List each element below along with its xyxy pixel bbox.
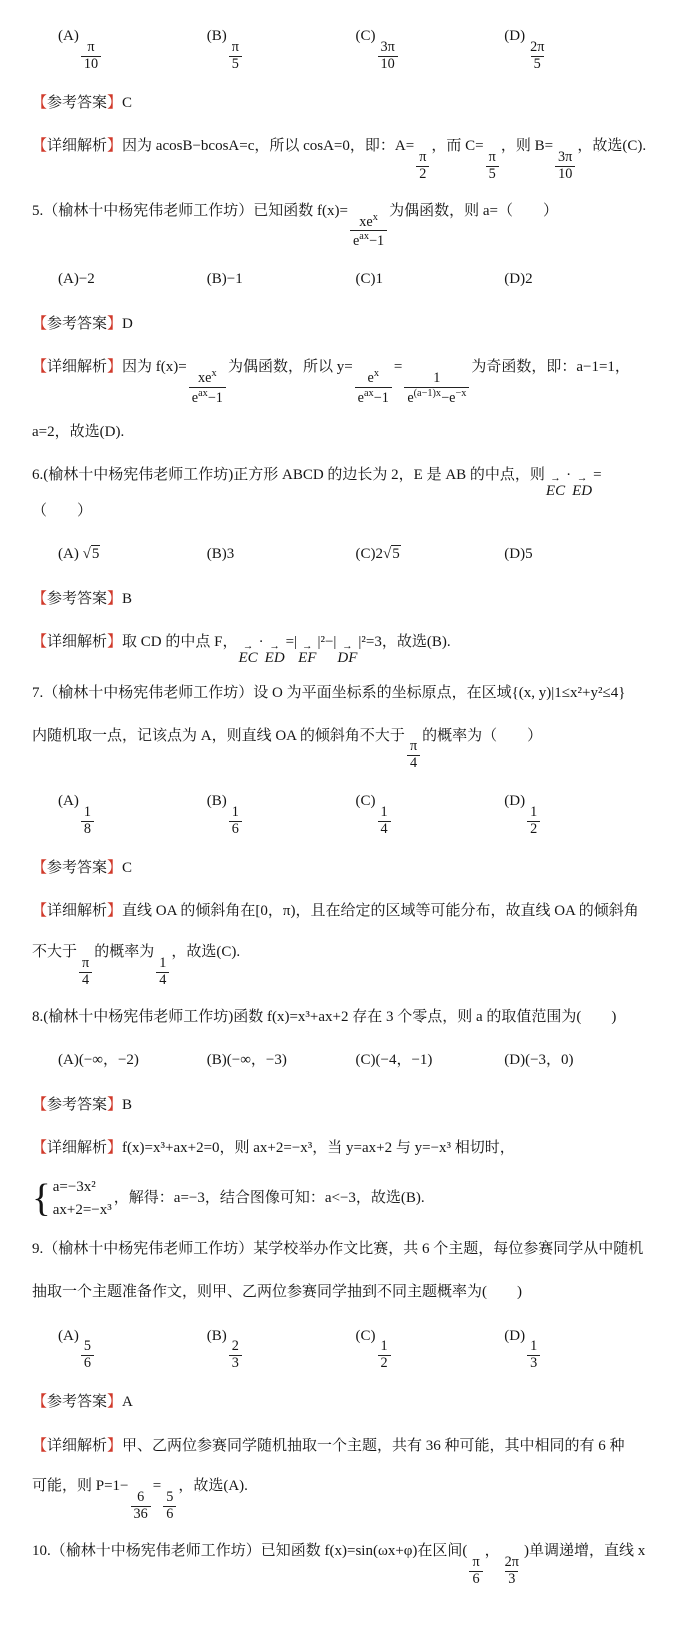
fraction: $\frac{1}{8}$ bbox=[81, 805, 94, 838]
close-bracket: 】 bbox=[107, 634, 123, 651]
section-label: 【详细解析】 bbox=[32, 359, 123, 376]
open-bracket: 【 bbox=[32, 138, 48, 155]
analysis-line: 【详细解析】f(x)=x³+ax+2=0，则 ax+2=−x³，当 y=ax+2 与 y=−x³ 相切时， bbox=[32, 1140, 515, 1157]
open-bracket: 【 bbox=[32, 1140, 48, 1157]
detailed-analysis bbox=[32, 898, 653, 988]
fraction: $\frac{2\pi}{5}$ bbox=[530, 38, 545, 72]
close-bracket: 】 bbox=[107, 1096, 123, 1113]
section-label: 【详细解析】 bbox=[32, 903, 123, 920]
fraction: $\frac{5}{6}$ bbox=[81, 1339, 94, 1372]
radical-icon: √ bbox=[82, 546, 91, 563]
square-root: √5 bbox=[383, 546, 400, 563]
fraction: $\frac{6}{36}$ bbox=[131, 1490, 151, 1523]
reference-answer bbox=[32, 854, 653, 883]
fraction: $\frac{\pi}{5}$ bbox=[229, 40, 242, 73]
question-line: 9.（榆林十中杨宪伟老师工作坊）某学校举办作文比赛，共 6 个主题，每位参赛同学从中随机 bbox=[32, 1241, 644, 1258]
question bbox=[32, 1236, 653, 1307]
option-c: (C)(−4，−1) bbox=[355, 1052, 433, 1069]
vector-arrow-icon: → bbox=[342, 640, 353, 652]
fraction: $\frac{1}{e^{(a-1)x}-e^{-x}}$ bbox=[404, 371, 469, 407]
analysis-line: a=2，故选(D). bbox=[32, 424, 125, 441]
question-line: 7.（榆林十中杨宪伟老师工作坊）设 O 为平面坐标系的坐标原点，在区域{(x, y)|1≤x²+y²≤4} bbox=[32, 684, 626, 701]
analysis-line: 【详细解析】因为 acosB−bcosA=c，所以 cosA=0，即：A= $\frac{\pi}{2}$ ，而 C= $\frac{\pi}{5}$ ，则 B= $\frac{3\pi}{10}$ ，故选(C). bbox=[32, 138, 647, 182]
close-bracket: 】 bbox=[107, 903, 123, 920]
question bbox=[32, 462, 653, 525]
fraction: $\frac{1}{4}$ bbox=[378, 805, 391, 838]
answer-value: A bbox=[122, 1394, 133, 1411]
question bbox=[32, 1004, 653, 1032]
option-a: (A) $\frac{\pi}{10}$ bbox=[58, 22, 207, 73]
option-c: (C)2√5 bbox=[355, 546, 400, 563]
open-bracket: 【 bbox=[32, 1437, 48, 1454]
open-bracket: 【 bbox=[32, 903, 48, 920]
fraction: $\frac{\pi}{4}$ bbox=[407, 739, 420, 772]
detailed-analysis bbox=[32, 1433, 653, 1523]
analysis-line: 可能，则 P=1− $\frac{6}{36}$ = $\frac{5}{6}$ ，故选(A). bbox=[32, 1478, 248, 1523]
analysis-line: 不大于 $\frac{\pi}{4}$ 的概率为 $\frac{1}{4}$ ，故选(C). bbox=[32, 943, 241, 988]
question-line: 内随机取一点，记该点为 A，则直线 OA 的倾斜角不大于 $\frac{\pi}{4}$ 的概率为（ ） bbox=[32, 727, 543, 772]
section-label: 【详细解析】 bbox=[32, 1437, 123, 1454]
close-bracket: 】 bbox=[107, 1394, 123, 1411]
fraction: $\frac{\pi}{10}$ bbox=[81, 40, 101, 73]
vector-arrow-icon: → bbox=[242, 640, 254, 652]
answer-value: B bbox=[122, 590, 133, 607]
vector: → ED bbox=[264, 640, 285, 666]
option-b: (B)3 bbox=[206, 546, 235, 563]
vector: → ED bbox=[572, 473, 593, 499]
fraction: $\frac{2\pi}{3}$ bbox=[504, 1553, 519, 1587]
question bbox=[32, 680, 653, 772]
option-b: (B) $\frac{1}{6}$ bbox=[207, 787, 356, 838]
fraction: $\frac{2}{3}$ bbox=[229, 1339, 242, 1372]
close-bracket: 】 bbox=[107, 315, 123, 332]
option-d: (D) $\frac{1}{2}$ bbox=[504, 787, 653, 838]
section-label: 【详细解析】 bbox=[32, 1140, 123, 1157]
question-line: 抽取一个主题准备作文，则甲、乙两位参赛同学抽到不同主题概率为( ) bbox=[32, 1283, 522, 1300]
answer-value: C bbox=[122, 859, 133, 876]
answer-value: B bbox=[122, 1096, 133, 1113]
radical-icon: √ bbox=[383, 546, 392, 563]
options-row bbox=[32, 265, 653, 294]
vector-arrow-icon: → bbox=[269, 640, 280, 652]
option-b: (B)(−∞，−3) bbox=[206, 1052, 287, 1069]
option-a: (A) $\frac{5}{6}$ bbox=[58, 1322, 207, 1373]
reference-answer bbox=[32, 310, 653, 339]
option-c: (C)1 bbox=[355, 271, 383, 288]
options-row bbox=[32, 1322, 653, 1373]
fraction: $\frac{5}{6}$ bbox=[163, 1490, 176, 1523]
vector-arrow-icon: → bbox=[576, 473, 588, 485]
question-line: 5.（榆林十中杨宪伟老师工作坊）已知函数 f(x)= $\frac{xe^x}{e^{ax}-1}$ 为偶函数，则 a=（ ） bbox=[32, 202, 559, 250]
options-row bbox=[32, 22, 653, 73]
open-bracket: 【 bbox=[32, 359, 48, 376]
question-line: 10.（榆林十中杨宪伟老师工作坊）已知函数 f(x)=sin(ωx+φ)在区间( $\frac{\pi}{6}$ ， $\frac{2\pi}{3}$ )单调递增，直线 x bbox=[32, 1542, 646, 1587]
option-d: (D) $\frac{1}{3}$ bbox=[504, 1322, 653, 1373]
option-a: (A) √5 bbox=[58, 546, 100, 563]
option-b: (B) $\frac{2}{3}$ bbox=[207, 1322, 356, 1373]
question-line: 8.(榆林十中杨宪伟老师工作坊)函数 f(x)=x³+ax+2 存在 3 个零点，则 a 的取值范围为( ) bbox=[32, 1008, 617, 1025]
option-a: (A)(−∞，−2) bbox=[58, 1052, 139, 1069]
open-bracket: 【 bbox=[32, 1394, 48, 1411]
analysis-line: 【详细解析】直线 OA 的倾斜角在[0，π)，且在给定的区域等可能分布，故直线 OA 的倾斜角 bbox=[32, 903, 639, 920]
reference-answer bbox=[32, 89, 653, 118]
vector: → EF bbox=[298, 640, 317, 666]
detailed-analysis bbox=[32, 1135, 653, 1221]
fraction: $\frac{\pi}{5}$ bbox=[486, 150, 499, 183]
option-c: (C) $\frac{1}{4}$ bbox=[356, 787, 505, 838]
section-label: 【详细解析】 bbox=[32, 138, 123, 155]
answer-value: C bbox=[122, 94, 133, 111]
option-c: (C) $\frac{3\pi}{10}$ bbox=[356, 22, 505, 73]
vector: → EC bbox=[545, 473, 566, 499]
open-bracket: 【 bbox=[32, 315, 48, 332]
option-d: (D)(−3，0) bbox=[504, 1052, 574, 1069]
section-label: 【详细解析】 bbox=[32, 634, 123, 651]
options-row bbox=[32, 1046, 653, 1075]
close-bracket: 】 bbox=[107, 1140, 123, 1157]
analysis-line: { a=−3x² ax+2=−x³ ，解得：a=−3，结合图像可知：a<−3，故选(B). bbox=[32, 1177, 425, 1221]
options-row bbox=[32, 540, 653, 569]
vector-arrow-icon: → bbox=[302, 640, 313, 652]
fraction: $\frac{1}{4}$ bbox=[156, 956, 169, 989]
option-a: (A) $\frac{1}{8}$ bbox=[58, 787, 207, 838]
option-b: (B) $\frac{\pi}{5}$ bbox=[207, 22, 356, 73]
close-bracket: 】 bbox=[107, 1437, 123, 1454]
fraction: $\frac{e^x}{e^{ax}-1}$ bbox=[355, 368, 392, 406]
equation-system: { a=−3x² ax+2=−x³ bbox=[32, 1177, 112, 1221]
square-root: √5 bbox=[82, 546, 100, 563]
vector: → DF bbox=[337, 640, 358, 666]
section-label: 【参考答案】 bbox=[32, 1096, 123, 1113]
fraction: $\frac{1}{2}$ bbox=[527, 805, 540, 838]
option-b: (B)−1 bbox=[206, 271, 243, 288]
section-label: 【参考答案】 bbox=[32, 1394, 123, 1411]
options-row bbox=[32, 787, 653, 838]
reference-answer bbox=[32, 585, 653, 614]
reference-answer bbox=[32, 1091, 653, 1120]
close-bracket: 】 bbox=[107, 590, 123, 607]
left-brace-icon: { bbox=[32, 1177, 51, 1221]
close-bracket: 】 bbox=[107, 359, 123, 376]
analysis-line: 【详细解析】甲、乙两位参赛同学随机抽取一个主题，共有 36 种可能，其中相同的有 6 种 bbox=[32, 1437, 625, 1454]
section-label: 【参考答案】 bbox=[32, 590, 123, 607]
detailed-analysis bbox=[32, 629, 653, 664]
open-bracket: 【 bbox=[32, 94, 48, 111]
close-bracket: 】 bbox=[107, 859, 123, 876]
answer-value: D bbox=[122, 315, 133, 332]
fraction: $\frac{3\pi}{10}$ bbox=[378, 40, 398, 73]
detailed-analysis bbox=[32, 133, 653, 183]
close-bracket: 】 bbox=[107, 94, 123, 111]
analysis-line: 【详细解析】因为 f(x)= $\frac{xe^x}{e^{ax}-1}$ 为偶函数，所以 y= $\frac{e^x}{e^{ax}-1}$ = $\frac{1}{e^{(a-1)x}-e^{-x}}$ 为奇函数，即：a−1=1， bbox=[32, 359, 630, 406]
question bbox=[32, 1538, 653, 1588]
section-label: 【参考答案】 bbox=[32, 315, 123, 332]
fraction: $\frac{1}{3}$ bbox=[527, 1339, 540, 1372]
detailed-analysis bbox=[32, 354, 653, 447]
fraction: $\frac{\pi}{6}$ bbox=[469, 1555, 482, 1588]
section-label: 【参考答案】 bbox=[32, 94, 123, 111]
option-c: (C) $\frac{1}{2}$ bbox=[356, 1322, 505, 1373]
option-d: (D)2 bbox=[504, 271, 533, 288]
open-bracket: 【 bbox=[32, 859, 48, 876]
fraction: $\frac{xe^x}{e^{ax}-1}$ bbox=[350, 212, 387, 250]
option-d: (D) $\frac{2\pi}{5}$ bbox=[504, 22, 653, 73]
question-line: 6.(榆林十中杨宪伟老师工作坊)正方形 ABCD 的边长为 2，E 是 AB 的中点，则 → EC · → ED =（ ） bbox=[32, 467, 602, 519]
fraction: $\frac{\pi}{4}$ bbox=[79, 956, 92, 989]
option-d: (D)5 bbox=[504, 546, 533, 563]
fraction: $\frac{3\pi}{10}$ bbox=[555, 150, 575, 183]
open-bracket: 【 bbox=[32, 590, 48, 607]
section-label: 【参考答案】 bbox=[32, 859, 123, 876]
close-bracket: 】 bbox=[107, 138, 123, 155]
option-a: (A)−2 bbox=[58, 271, 95, 288]
fraction: $\frac{\pi}{2}$ bbox=[416, 150, 429, 183]
vector: → EC bbox=[238, 640, 258, 666]
reference-answer bbox=[32, 1388, 653, 1417]
fraction: $\frac{xe^x}{e^{ax}-1}$ bbox=[189, 368, 226, 406]
vector-arrow-icon: → bbox=[550, 473, 561, 485]
question bbox=[32, 198, 653, 250]
fraction: $\frac{1}{2}$ bbox=[378, 1339, 391, 1372]
open-bracket: 【 bbox=[32, 634, 48, 651]
fraction: $\frac{1}{6}$ bbox=[229, 805, 242, 838]
open-bracket: 【 bbox=[32, 1096, 48, 1113]
analysis-line: 【详细解析】取 CD 的中点 F， → EC · → ED =| → EF |²−| → DF |²=3，故选(B). bbox=[32, 634, 451, 666]
